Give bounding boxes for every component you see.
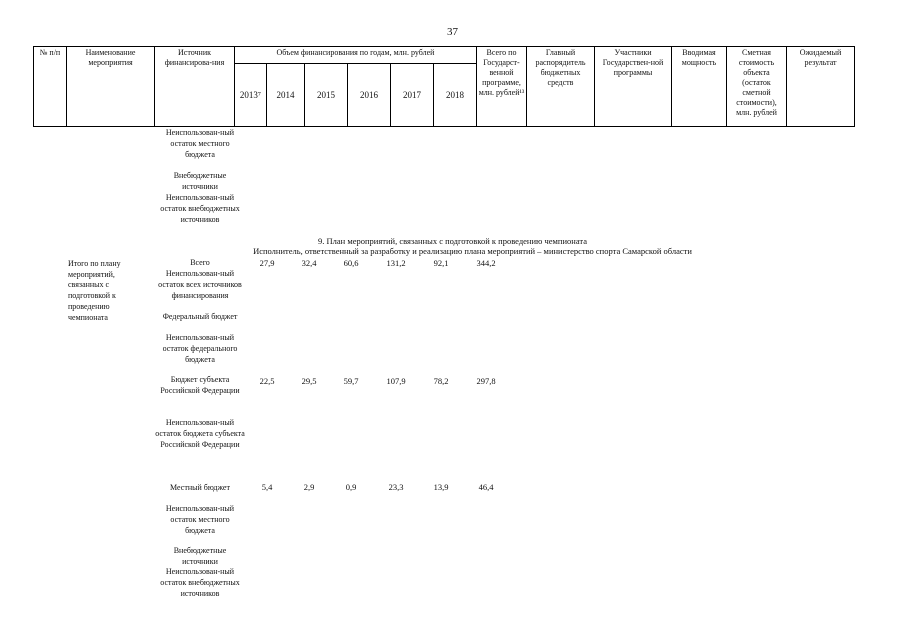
value-cell: 344,2 <box>476 258 496 268</box>
source-cell: Федеральный бюджет <box>162 312 238 321</box>
header-result: Ожидаемый результат <box>787 47 855 127</box>
value-cell: 46,4 <box>478 482 494 492</box>
value-cell: 22,5 <box>259 376 275 386</box>
source-cell: Неиспользован-ный остаток местного бюджета <box>165 128 235 159</box>
source-cell: Неиспользован-ный остаток бюджета субъекта Российской Федерации <box>155 418 245 449</box>
source-cell: Неиспользован-ный остаток федерального бюджета <box>162 333 238 364</box>
header-year: 2013⁷ <box>235 64 267 127</box>
header-capacity: Вводимая мощность <box>672 47 727 127</box>
section-executor: Исполнитель, ответственный за разработку и реализацию плана мероприятий – министерство спорта Самарской области <box>253 246 692 256</box>
header-year: 2018 <box>434 64 477 127</box>
source-cell: Бюджет субъекта Российской Федерации <box>160 375 240 395</box>
header-year: 2017 <box>391 64 434 127</box>
value-cell: 29,5 <box>301 376 317 386</box>
page-number: 37 <box>447 26 458 38</box>
source-cell: Неиспользован-ный остаток внебюджетных источников <box>160 193 240 224</box>
source-cell: Местный бюджет <box>170 483 230 492</box>
source-cell: Неиспользован-ный остаток местного бюджета <box>165 504 235 535</box>
value-cell: 297,8 <box>476 376 496 386</box>
value-cell: 32,4 <box>301 258 317 268</box>
value-cell: 131,2 <box>386 258 406 268</box>
source-cell: Неиспользован-ный остаток внебюджетных источников <box>160 567 240 598</box>
value-cell: 107,9 <box>386 376 406 386</box>
value-cell: 59,7 <box>343 376 359 386</box>
source-cell: Всего <box>190 258 210 267</box>
header-total: Всего по Государст-венной программе, млн. рублей¹³ <box>477 47 527 127</box>
value-cell: 5,4 <box>261 482 273 492</box>
source-cell: Неиспользован-ный остаток всех источников финансирования <box>158 269 242 300</box>
value-cell: 78,2 <box>433 376 449 386</box>
header-year: 2016 <box>348 64 391 127</box>
source-cell: Внебюджетные источники <box>173 171 227 191</box>
value-cell: 23,3 <box>388 482 404 492</box>
header-participants: Участники Государствен-ной программы <box>595 47 672 127</box>
value-cell: 0,9 <box>345 482 357 492</box>
section-title: 9. План мероприятий, связанных с подготовкой к проведению чемпионата <box>318 236 587 246</box>
header-year: 2015 <box>305 64 348 127</box>
header-name: Наименование мероприятия <box>67 47 155 127</box>
value-cell: 13,9 <box>433 482 449 492</box>
header-cost: Сметная стоимость объекта (остаток сметной стоимости), млн. рублей <box>727 47 787 127</box>
header-manager: Главный распорядитель бюджетных средств <box>527 47 595 127</box>
header-year: 2014 <box>267 64 305 127</box>
header-number: № п/п <box>34 47 67 127</box>
value-cell: 27,9 <box>259 258 275 268</box>
value-cell: 2,9 <box>303 482 315 492</box>
value-cell: 92,1 <box>433 258 449 268</box>
header-volume: Объем финансирования по годам, млн. рублей <box>235 47 477 64</box>
measure-name: Итого по плану мероприятий, связанных с подготовкой к проведению чемпионата <box>68 259 121 322</box>
header-source: Источник финансирова-ния <box>155 47 235 127</box>
header-table <box>33 46 855 127</box>
source-cell: Внебюджетные источники <box>173 546 227 566</box>
value-cell: 60,6 <box>343 258 359 268</box>
